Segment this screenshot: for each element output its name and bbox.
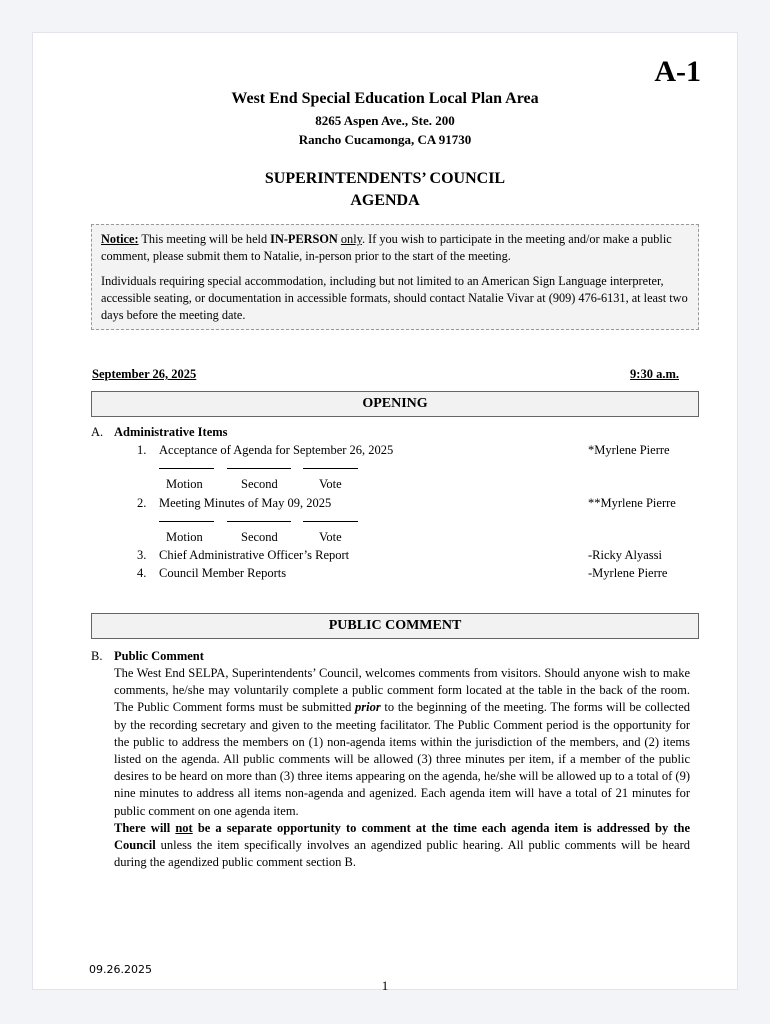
agenda-item-presenter: **Myrlene Pierre	[588, 496, 676, 510]
vote-blank	[303, 468, 358, 469]
agenda-item-presenter: -Ricky Alyassi	[588, 548, 662, 562]
agenda-item-number: 3.	[137, 548, 147, 562]
vote-blanks	[159, 458, 358, 473]
agenda-item-presenter: -Myrlene Pierre	[588, 566, 668, 580]
motion-blank	[159, 521, 214, 522]
agenda-item-text: Acceptance of Agenda for September 26, 2025	[159, 443, 394, 457]
agenda-item-text: Meeting Minutes of May 09, 2025	[159, 496, 332, 510]
document-id: A-1	[654, 55, 701, 88]
page-number: 1	[381, 978, 389, 993]
section-a-title: Administrative Items	[114, 425, 228, 439]
notice-paragraph-1: Notice: This meeting will be held IN-PERSON only. If you wish to participate in the meeting and/or make a public comment, please submit them to Natalie, in-person prior to the start of the meeting.	[101, 232, 672, 263]
section-header-public-comment: PUBLIC COMMENT	[91, 613, 699, 639]
section-b-title: Public Comment	[114, 649, 204, 663]
vote-label: Vote	[319, 530, 342, 544]
second-label: Second	[241, 530, 278, 544]
public-comment-paragraph-1: The West End SELPA, Superintendents’ Council, welcomes comments from visitors. Should anyone wish to make comments, he/she may voluntarily complete a public comment form located at the table in the back of the room. The Public Comment forms must be submitted prior to the beginning of the meeting. The forms will be collected by the recording secretary and given to the meeting facilitator. The Public Comment period is the opportunity for the public to address the members on (1) non-agenda items within the jurisdiction of the members, and (2) items listed on the agenda. All public comments will be allowed (3) three minutes per item, if a member of the public desires to be heard on more than (3) three items appearing on the agenda, he/she will be allowed up to a total of (9) nine minutes to address all items non-agenda and agenized. Each agenda item will have a total of 21 minutes for public comment on one agenda item.	[114, 666, 690, 818]
document-page	[32, 32, 738, 993]
motion-label: Motion	[166, 530, 203, 544]
address-line-2: Rancho Cucamonga, CA 91730	[298, 132, 472, 147]
second-label: Second	[241, 477, 278, 491]
vote-label: Vote	[319, 477, 342, 491]
notice-box	[91, 224, 699, 330]
agenda-item-text: Chief Administrative Officer’s Report	[159, 548, 350, 562]
public-comment-paragraph-2: There will not be a separate opportunity to comment at the time each agenda item is addressed by the Council unless the item specifically involves an agendized public hearing. All public comments will be heard during the agendized public comment section B.	[114, 820, 691, 870]
section-b-letter: B.	[91, 649, 103, 663]
address-line-1: 8265 Aspen Ave., Ste. 200	[315, 113, 455, 128]
second-blank	[227, 521, 291, 522]
prior-emphasis: prior	[355, 700, 381, 715]
second-blank	[227, 468, 291, 469]
council-title: SUPERINTENDENTS’ COUNCIL	[264, 170, 506, 187]
agenda-item-presenter: *Myrlene Pierre	[588, 443, 670, 457]
vote-blanks	[159, 511, 358, 526]
agenda-item-number: 2.	[137, 496, 147, 510]
agenda-item-number: 4.	[137, 566, 147, 580]
organization-name: West End Special Education Local Plan Area	[231, 90, 539, 107]
motion-blank	[159, 468, 214, 469]
meeting-date: September 26, 2025	[92, 367, 197, 381]
motion-label: Motion	[166, 477, 203, 491]
vote-blank	[303, 521, 358, 522]
section-header-opening: OPENING	[91, 391, 699, 417]
agenda-item-text: Council Member Reports	[159, 566, 287, 580]
public-comment-body	[114, 665, 690, 871]
agenda-title: AGENDA	[350, 192, 420, 209]
only-emphasis: only	[340, 232, 362, 246]
agenda-item-number: 1.	[137, 443, 147, 457]
notice-label: Notice:	[101, 232, 139, 246]
footer-date: 09.26.2025	[89, 963, 152, 976]
not-emphasis: not	[175, 820, 193, 835]
notice-paragraph-2: Individuals requiring special accommodation, including but not limited to an American Sign Language interpreter, accessible seating, or documentation in accessible formats, should contact Natalie Vivar at (909) 476-6131, at least two days before the meeting date.	[101, 274, 688, 322]
in-person-emphasis: IN-PERSON	[270, 232, 338, 246]
section-a-letter: A.	[91, 425, 104, 439]
meeting-time: 9:30 a.m.	[630, 367, 679, 381]
